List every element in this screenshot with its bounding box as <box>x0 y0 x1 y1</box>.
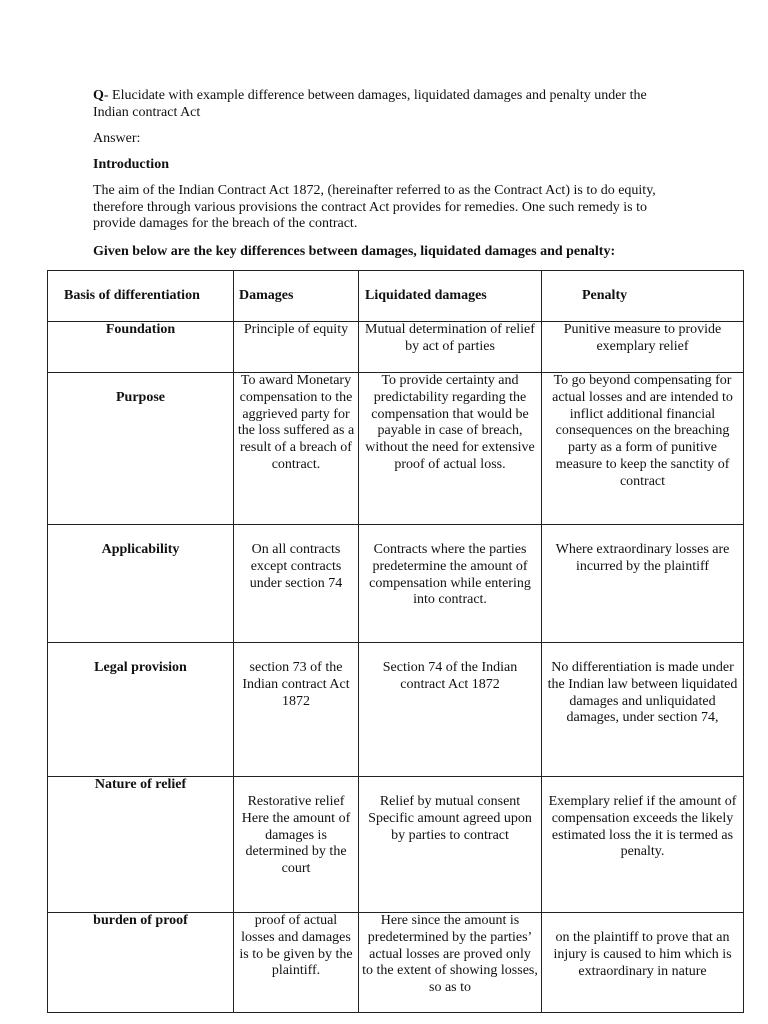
row-damages: Restorative relief Here the amount of damages is determined by the court <box>234 777 359 913</box>
row-damages: On all contracts except contracts under section 74 <box>234 525 359 643</box>
intro-heading: Introduction <box>93 157 169 172</box>
table-row <box>48 373 744 525</box>
header-basis: Basis of differentiation <box>48 271 234 322</box>
row-basis: Foundation <box>48 322 234 373</box>
table-row <box>48 913 744 1013</box>
table-row <box>48 643 744 777</box>
row-liquidated: Contracts where the parties predetermine the amount of compensation while entering into contract. <box>359 525 542 643</box>
table-header-row <box>48 271 744 322</box>
row-basis: Applicability <box>48 525 234 643</box>
row-basis: burden of proof <box>48 913 234 1013</box>
table-row <box>48 525 744 643</box>
table-row <box>48 777 744 913</box>
row-basis: Legal provision <box>48 643 234 777</box>
header-damages: Damages <box>234 271 359 322</box>
row-damages: section 73 of the Indian contract Act 1872 <box>234 643 359 777</box>
intro-paragraph: The aim of the Indian Contract Act 1872, (hereinafter referred to as the Contract Act) is to do equity, therefore through various provisions the contract Act provides for remedies. One such remedy is to provide damages for the breach of the contract. <box>93 183 656 231</box>
row-liquidated: Section 74 of the Indian contract Act 1872 <box>359 643 542 777</box>
question-text <box>93 88 683 121</box>
row-damages: Principle of equity <box>234 322 359 373</box>
table-intro: Given below are the key differences between damages, liquidated damages and penalty: <box>93 244 616 259</box>
differences-table <box>47 270 744 1013</box>
row-basis: Nature of relief <box>48 777 234 913</box>
row-penalty: Exemplary relief if the amount of compensation exceeds the likely estimated loss the it is termed as penalty. <box>542 777 744 913</box>
row-basis: Purpose <box>48 373 234 525</box>
header-penalty: Penalty <box>542 271 744 322</box>
row-damages: To award Monetary compensation to the aggrieved party for the loss suffered as a result of a breach of contract. <box>234 373 359 525</box>
table-row <box>48 322 744 373</box>
header-liquidated: Liquidated damages <box>359 271 542 322</box>
row-penalty: on the plaintiff to prove that an injury is caused to him which is extraordinary in nature <box>542 913 744 1013</box>
row-liquidated: Here since the amount is predetermined by the parties’ actual losses are proved only to the extent of showing losses, so as to <box>359 913 542 1013</box>
answer-label: Answer: <box>93 131 141 146</box>
row-penalty: No differentiation is made under the Indian law between liquidated damages and unliquidated damages, under section 74, <box>542 643 744 777</box>
row-penalty: Punitive measure to provide exemplary relief <box>542 322 744 373</box>
row-liquidated: To provide certainty and predictability regarding the compensation that would be payable in case of breach, without the need for extensive proof of actual loss. <box>359 373 542 525</box>
row-penalty: Where extraordinary losses are incurred by the plaintiff <box>542 525 744 643</box>
row-damages: proof of actual losses and damages is to be given by the plaintiff. <box>234 913 359 1013</box>
question-prefix: Q <box>93 88 104 103</box>
question-body: - Elucidate with example difference between damages, liquidated damages and penalty under the Indian contract Act <box>93 88 647 120</box>
row-penalty: To go beyond compensating for actual losses and are intended to inflict additional financial consequences on the breaching party as a form of punitive measure to keep the sanctity of contract <box>542 373 744 525</box>
row-liquidated: Mutual determination of relief by act of parties <box>359 322 542 373</box>
row-liquidated: Relief by mutual consent Specific amount agreed upon by parties to contract <box>359 777 542 913</box>
